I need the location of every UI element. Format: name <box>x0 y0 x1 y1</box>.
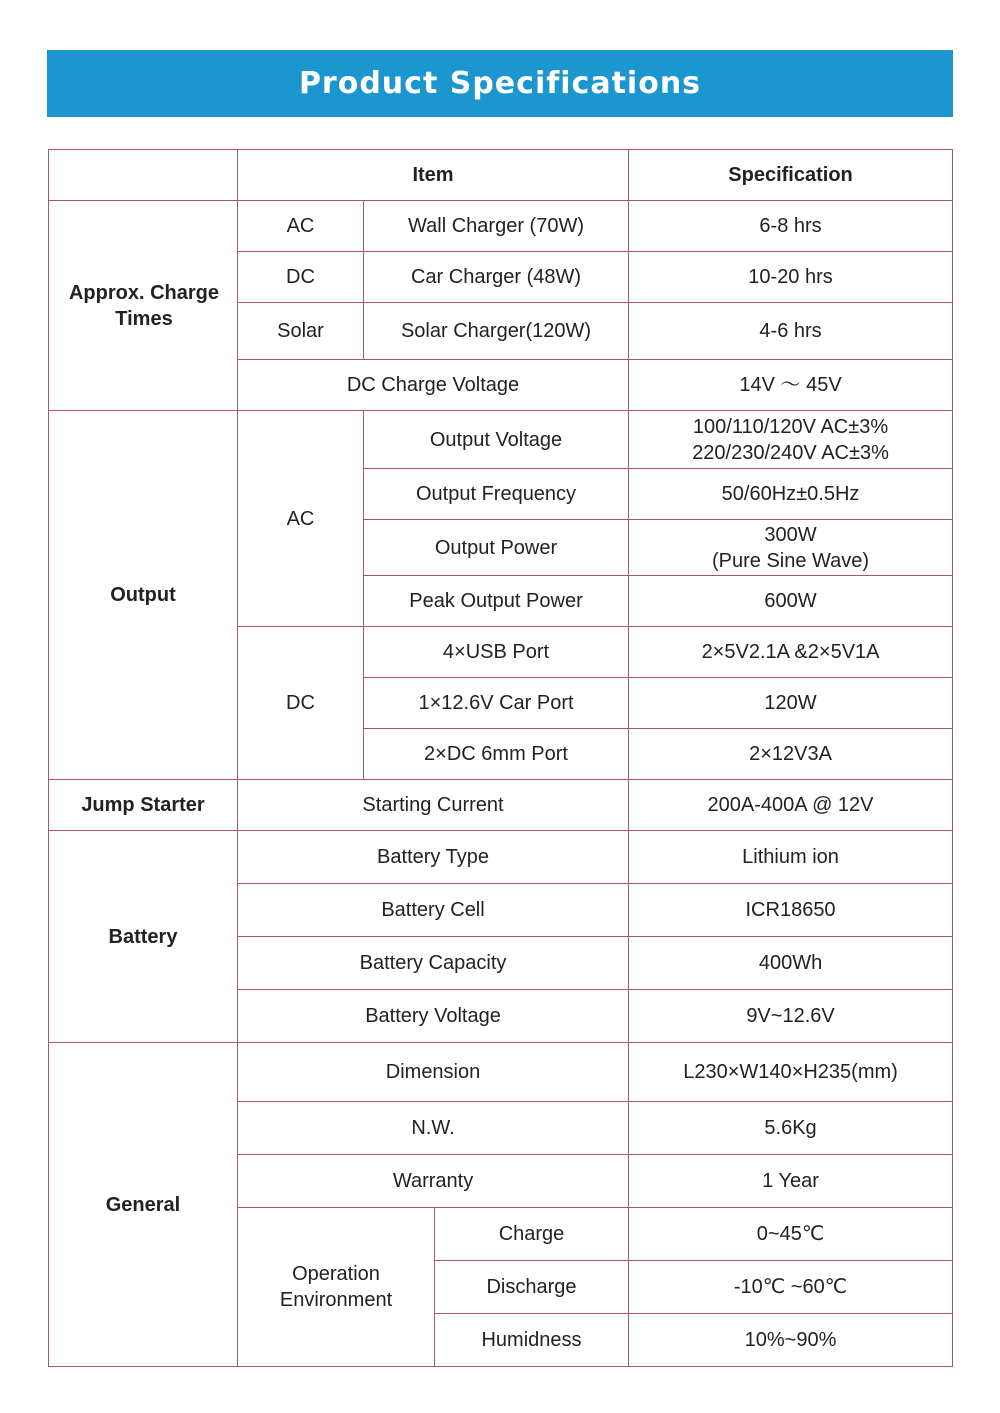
table-row <box>49 780 953 831</box>
general-item: N.W. <box>238 1102 629 1155</box>
output-item: 4×USB Port <box>364 627 629 678</box>
battery-spec: 9V~12.6V <box>629 990 953 1043</box>
charge-item: Car Charger (48W) <box>364 252 629 303</box>
env-spec: 10%~90% <box>629 1314 953 1367</box>
charge-spec: 6-8 hrs <box>629 201 953 252</box>
header-specification: Specification <box>629 150 953 201</box>
charge-type: Solar <box>238 303 364 360</box>
battery-spec: Lithium ion <box>629 831 953 884</box>
jump-item: Starting Current <box>238 780 629 831</box>
charge-spec: 10-20 hrs <box>629 252 953 303</box>
battery-item: Battery Cell <box>238 884 629 937</box>
output-item: 2×DC 6mm Port <box>364 729 629 780</box>
output-spec: 600W <box>629 576 953 627</box>
output-spec: 2×12V3A <box>629 729 953 780</box>
header-blank-cell <box>49 150 238 201</box>
output-item: Output Power <box>364 520 629 576</box>
charge-item: Wall Charger (70W) <box>364 201 629 252</box>
output-spec: 120W <box>629 678 953 729</box>
env-spec: -10℃ ~60℃ <box>629 1261 953 1314</box>
charge-voltage-item: DC Charge Voltage <box>238 360 629 411</box>
charge-type: AC <box>238 201 364 252</box>
output-item: 1×12.6V Car Port <box>364 678 629 729</box>
env-spec: 0~45℃ <box>629 1208 953 1261</box>
group-general: General <box>49 1043 238 1367</box>
page-title: Product Specifications <box>47 50 953 117</box>
env-item: Charge <box>435 1208 629 1261</box>
output-dc-label: DC <box>238 627 364 780</box>
general-spec: 5.6Kg <box>629 1102 953 1155</box>
group-battery: Battery <box>49 831 238 1043</box>
output-item: Output Voltage <box>364 411 629 469</box>
operation-environment-label: Operation Environment <box>238 1208 435 1367</box>
group-charge-times: Approx. Charge Times <box>49 201 238 411</box>
spec-table <box>48 149 953 1367</box>
battery-spec: 400Wh <box>629 937 953 990</box>
general-item: Warranty <box>238 1155 629 1208</box>
output-item: Output Frequency <box>364 469 629 520</box>
battery-item: Battery Capacity <box>238 937 629 990</box>
header-item: Item <box>238 150 629 201</box>
table-row <box>49 411 953 469</box>
header-row <box>49 150 953 201</box>
table-row <box>49 1043 953 1102</box>
output-spec: 50/60Hz±0.5Hz <box>629 469 953 520</box>
output-ac-label: AC <box>238 411 364 627</box>
env-item: Discharge <box>435 1261 629 1314</box>
charge-type: DC <box>238 252 364 303</box>
group-output: Output <box>49 411 238 780</box>
table-row <box>49 201 953 252</box>
output-spec: 300W (Pure Sine Wave) <box>629 520 953 576</box>
output-spec: 2×5V2.1A &2×5V1A <box>629 627 953 678</box>
battery-item: Battery Type <box>238 831 629 884</box>
charge-item: Solar Charger(120W) <box>364 303 629 360</box>
charge-spec: 4-6 hrs <box>629 303 953 360</box>
output-item: Peak Output Power <box>364 576 629 627</box>
general-spec: 1 Year <box>629 1155 953 1208</box>
battery-item: Battery Voltage <box>238 990 629 1043</box>
output-spec: 100/110/120V AC±3% 220/230/240V AC±3% <box>629 411 953 469</box>
table-row <box>49 831 953 884</box>
env-item: Humidness <box>435 1314 629 1367</box>
group-jump-starter: Jump Starter <box>49 780 238 831</box>
battery-spec: ICR18650 <box>629 884 953 937</box>
jump-spec: 200A-400A @ 12V <box>629 780 953 831</box>
general-item: Dimension <box>238 1043 629 1102</box>
general-spec: L230×W140×H235(mm) <box>629 1043 953 1102</box>
charge-voltage-spec: 14V ～ 45V <box>629 360 953 411</box>
